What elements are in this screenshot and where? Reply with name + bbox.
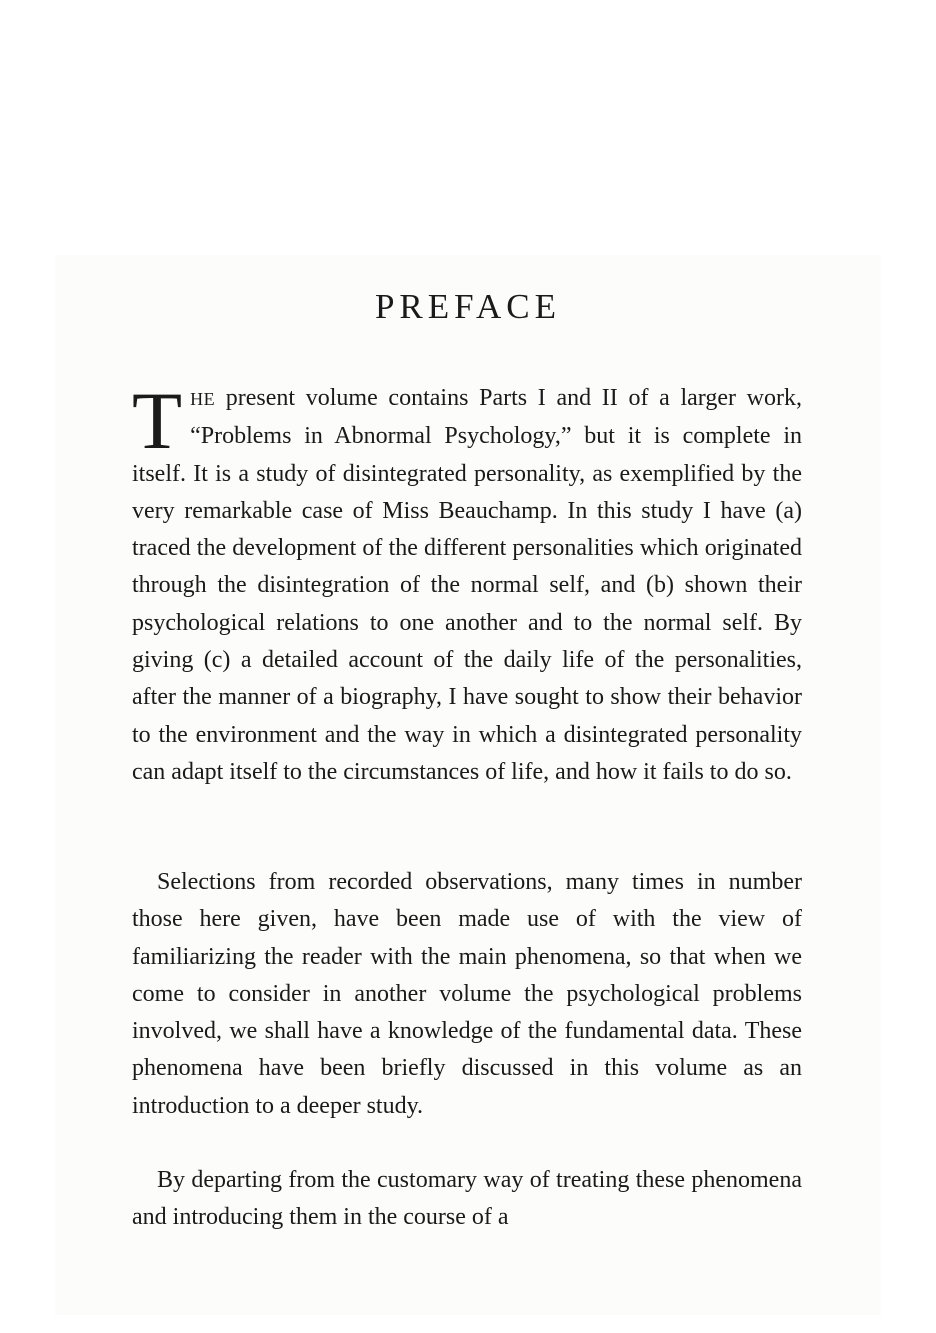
paragraph-2: Selections from recorded observations, many times in number those here given, have been made use of with the view of familiarizing the reader with the main phenomena, so that when we come to consider in another volume the psychological problems involved, we shall have a knowledge of the fundamental data. These phenomena have been briefly discussed in this volume as an introduction to a deeper study. [132, 869, 802, 1119]
paragraph-1 [132, 375, 802, 791]
drop-cap: T [132, 375, 183, 466]
paragraph-1-text: present volume contains Parts I and II of a larger work, “Problems in Abnormal Psychology,” but it is complete in itself. It is a study of disintegrated personality, as exemplified by the very remarkable case of Miss Beauchamp. In this study I have (a) traced the development of the different personalities which originated through the disintegration of the normal self, and (b) shown their psychological relations to one another and to the normal self. By giving (c) a detailed account of the daily life of the personalities, after the manner of a biography, I have sought to show their behavior to the environment and the way in which a disintegrated personality can adapt itself to the circumstances of life, and how it fails to do so. [132, 385, 802, 785]
page-title: PREFACE [374, 287, 562, 326]
paragraph-3: By departing from the customary way of treating these phenomena and introducing them in the course of a [132, 1167, 802, 1231]
lead-smallcaps: HE [190, 389, 216, 409]
